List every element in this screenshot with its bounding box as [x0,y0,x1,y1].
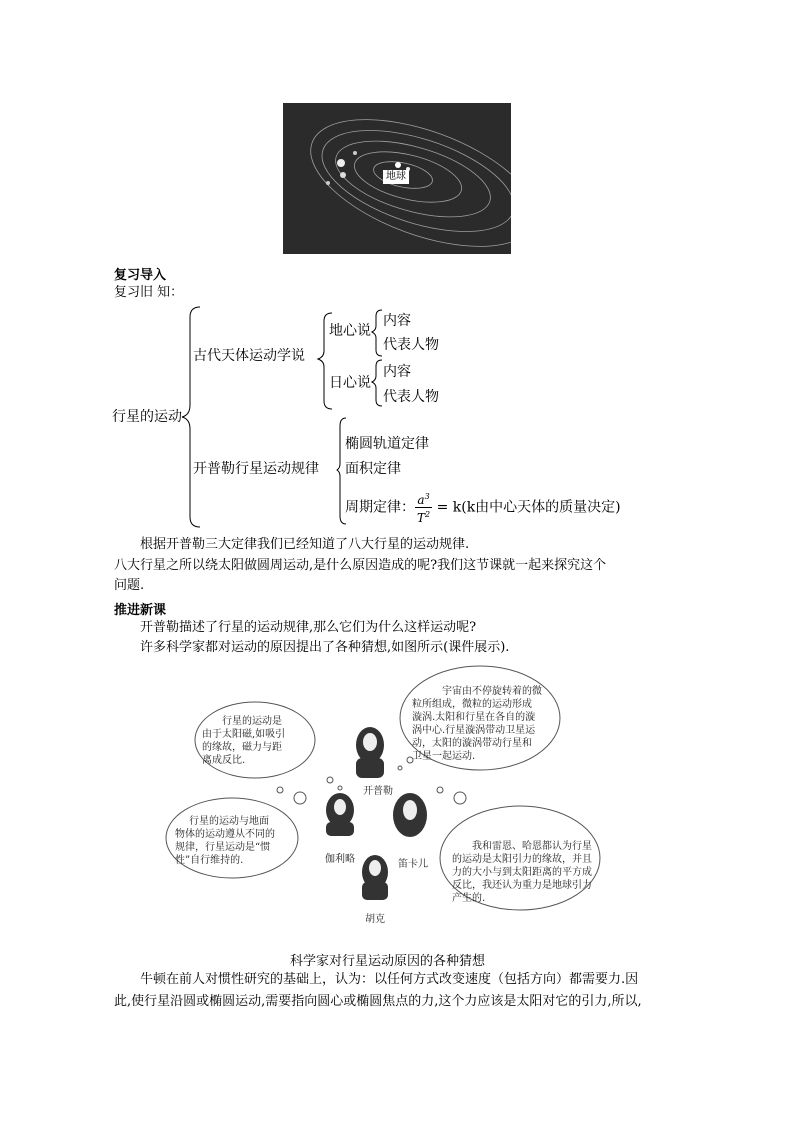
paragraph-1: 根据开普勒三大定律我们已经知道了八大行星的运动规律. [140,537,470,552]
paragraph-4: 许多科学家都对运动的原因提出了各种猜想,如图所示(课件展示). [140,640,510,655]
tree-geo-people: 代表人物 [383,337,439,353]
tree-law-area: 面积定律 [345,461,401,477]
tree-law-period [345,490,621,525]
tree-heliocentric: 日心说 [329,375,371,391]
bubble-right-bottom-text: 我和雷恩、哈恩都认为行星 的运动是太阳引力的缘故，并且 力的大小与到太阳距离的平方成 反比，我还认为重力是地球引力 产生的. [452,841,592,904]
name-galileo: 伽利略 [325,854,355,865]
paragraph-2a: 八大行星之所以绕太阳做圆周运动,是什么原因造成的呢?我们这节课就一起来探究这个 [114,558,607,573]
final-line-2: 此,使行星沿圆或椭圆运动,需要指向圆心或椭圆焦点的力,这个力应该是太阳对它的引力,所以, [114,994,642,1009]
name-hooke: 胡克 [365,914,385,925]
tree-geo-content: 内容 [383,313,411,329]
final-line-1: 牛顿在前人对惯性研究的基础上，认为：以任何方式改变速度（包括方向）都需要力.因 [140,972,639,987]
tree-helio-people: 代表人物 [383,389,439,405]
bubble-right-top-text: 宇宙由不停旋转着的微 粒所组成，微粒的运动形成 漩涡.太阳和行星在各自的漩 涡中心.行星漩涡带动卫星运 动，太阳的漩涡带动行星和 卫星一起运动. [412,686,542,762]
tree-branch-kepler: 开普勒行星运动规律 [193,461,319,477]
tree-geocentric: 地心说 [329,323,371,339]
review-label: 复习旧 知： [114,285,184,300]
section-heading-review: 复习导入 [114,268,167,283]
period-fraction: $\frac{a^3}{T^2}$ [417,492,431,525]
earth-label: 地球 [383,170,409,184]
period-suffix: = k(k由中心天体的质量决定) [436,499,621,516]
period-prefix: 周期定律： [345,499,415,516]
name-kepler: 开普勒 [363,786,393,797]
paragraph-2b: 问题. [114,578,145,593]
tree-helio-content: 内容 [383,364,411,380]
paragraph-3: 开普勒描述了行星的运动规律,那么它们为什么这样运动呢? [140,620,477,635]
tree-branch-ancient: 古代天体运动学说 [193,348,305,364]
name-descartes: 笛卡儿 [398,859,428,870]
bubble-left-mid-text: 行星的运动与地面 物体的运动遵从不同的 规律，行星运动是“惯 性”自行维持的. [175,816,275,866]
figure-caption: 科学家对行星运动原因的各种猜想 [290,954,486,969]
bubble-left-top-text: 行星的运动是 由于太阳磁,如吸引 的缘故，磁力与距 离成反比. [202,716,286,766]
tree-root: 行星的运动 [112,409,182,425]
section-heading-new: 推进新课 [114,603,167,618]
tree-law-ellipse: 椭圆轨道定律 [345,436,429,452]
